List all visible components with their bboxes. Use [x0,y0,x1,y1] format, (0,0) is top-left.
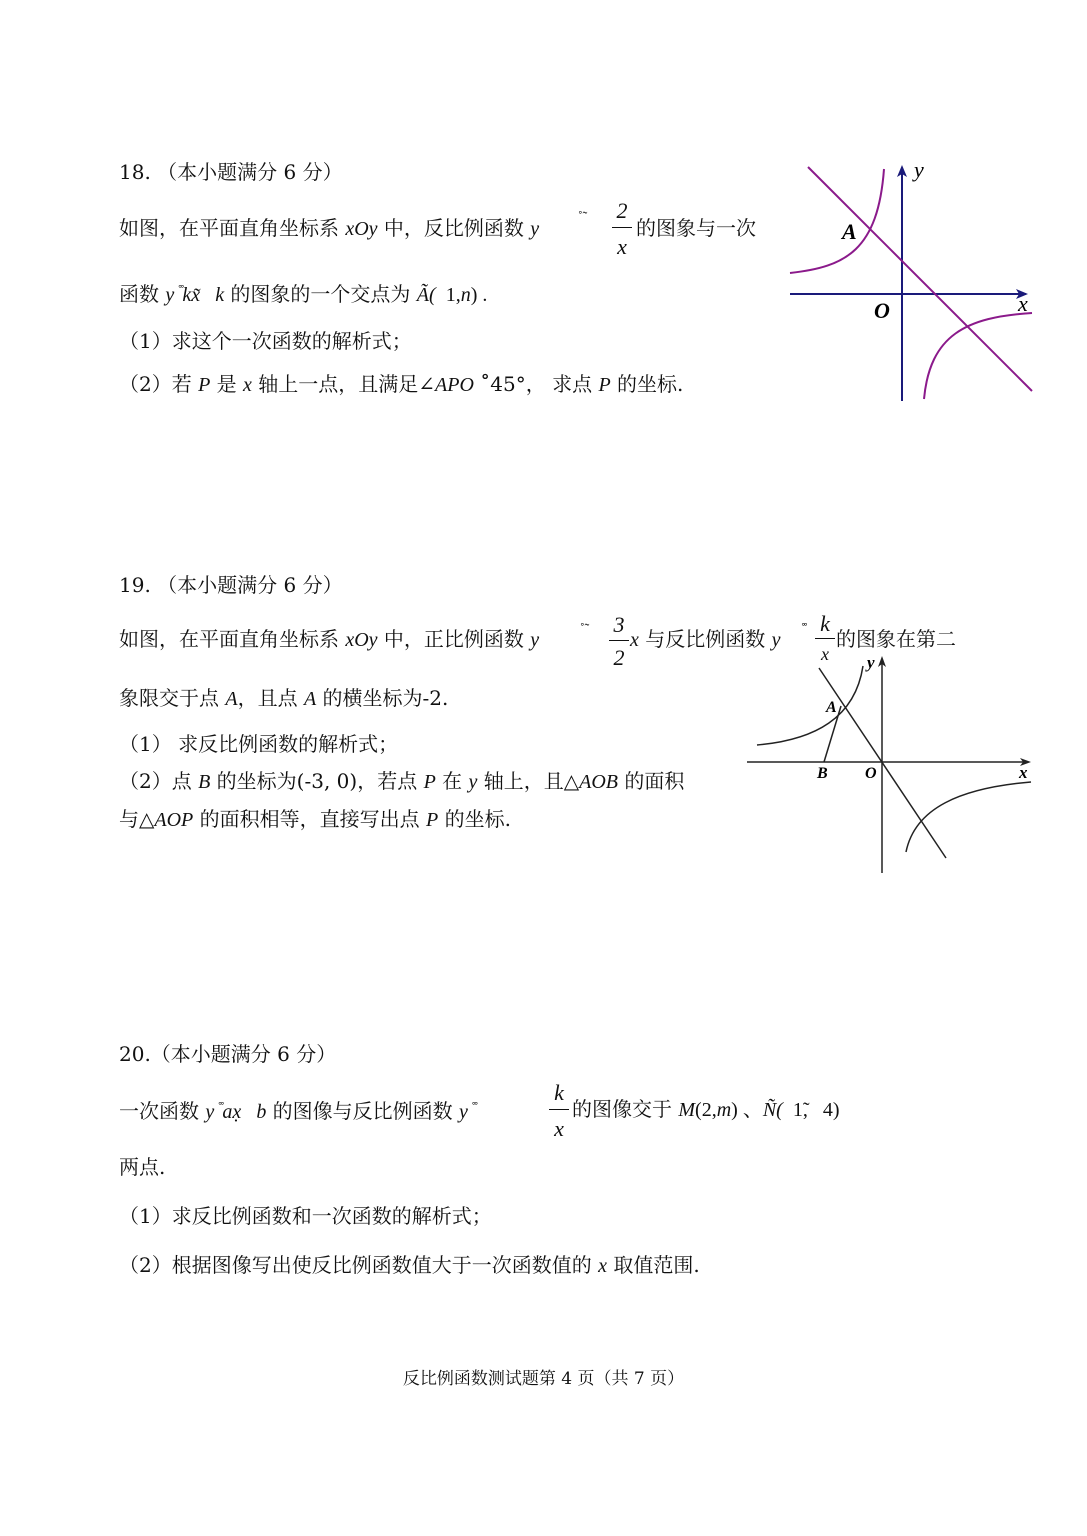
q18-frac-num: 2 [616,198,628,223]
q18-figure [786,155,1046,405]
q19-hyperbola-branch-2 [757,666,863,745]
q19-label-A: A [826,699,837,716]
page-footer: 反比例函数测试题第 4 页（共 7 页） [402,1369,685,1389]
q19-line1-mid: x 与反比例函数 y [630,627,781,651]
q19-line2: 象限交于点 A，且点 A 的横坐标为-2. [119,686,449,710]
q18-label-A: A [842,219,857,244]
q19-eq-sign-2: ˚̊ [801,622,806,637]
q19-part3: 与△AOP 的面积相等，直接写出点 P 的坐标. [119,807,511,831]
q20-header: 20.（本小题满分 6 分） [119,1042,337,1066]
q18-label-y: y [914,157,924,182]
q18-part2: （2）若 P 是 x 轴上一点，且满足∠APO ˚̊45°， 求点 P 的坐标. [119,372,684,396]
q19-hyperbola-branch-4 [906,782,1031,852]
q19-frac-bar [609,640,629,641]
q19-label-y: y [867,653,875,672]
q18-line1: 如图，在平面直角坐标系 xOy 中，反比例函数 y [119,216,540,240]
q19-label-x: x [1019,763,1028,782]
q19-part1: （1） 求反比例函数的解析式； [119,732,399,756]
q18-label-x: x [1018,291,1028,316]
q19-eq-sign: ˚̃ [580,622,585,637]
q19-frac2-bar [815,638,835,639]
q20-line2: 两点. [119,1155,166,1179]
q19-frac2-num: k [820,611,830,636]
q18-hyperbola-branch-2 [790,169,884,273]
q19-frac-num: 3 [613,612,625,637]
q20-frac-num: k [554,1080,564,1105]
q19-line1-end: 的图象在第二 [836,627,956,651]
q18-frac-den: x [617,234,627,259]
q19-label-B: B [817,765,828,782]
q20-part1: （1）求反比例函数和一次函数的解析式； [119,1204,492,1228]
q18-eq-sign: ˚̃ [578,210,583,225]
q18-frac-bar [612,227,632,228]
q18-label-O: O [874,298,890,323]
q20-frac-den: x [554,1116,564,1141]
q18-header: 18. （本小题满分 6 分） [119,160,343,184]
q20-line1-start: 一次函数 y ˚̊ax̣ b 的图像与反比例函数 y ˚̊ [119,1099,477,1123]
q19-header: 19. （本小题满分 6 分） [119,573,343,597]
q19-frac2-den: x [821,644,829,664]
q20-line1-end: 的图像交于 M(2,m) 、Ñ( 1̃, 4) [572,1097,840,1121]
q19-line1: 如图，在平面直角坐标系 xOy 中，正比例函数 y [119,627,540,651]
q18-hyperbola-branch-4 [924,313,1032,399]
q19-frac-den: 2 [613,645,625,670]
q19-part2: （2）点 B 的坐标为(-3, 0)，若点 P 在 y 轴上，且△AOB 的面积 [119,769,685,793]
q19-label-O: O [865,765,877,782]
q18-line1-end: 的图象与一次 [636,216,756,240]
q18-part1: （1）求这个一次函数的解析式； [119,329,412,353]
q20-frac-bar [549,1109,569,1110]
q18-line2: 函数 y ˚̊kx̃ k 的图象的一个交点为 Ã( 1,n) . [119,282,488,306]
q20-part2: （2）根据图像写出使反比例函数值大于一次函数值的 x 取值范围. [119,1253,700,1277]
q19-figure [745,648,1040,878]
q18-linear-graph [808,167,1032,391]
